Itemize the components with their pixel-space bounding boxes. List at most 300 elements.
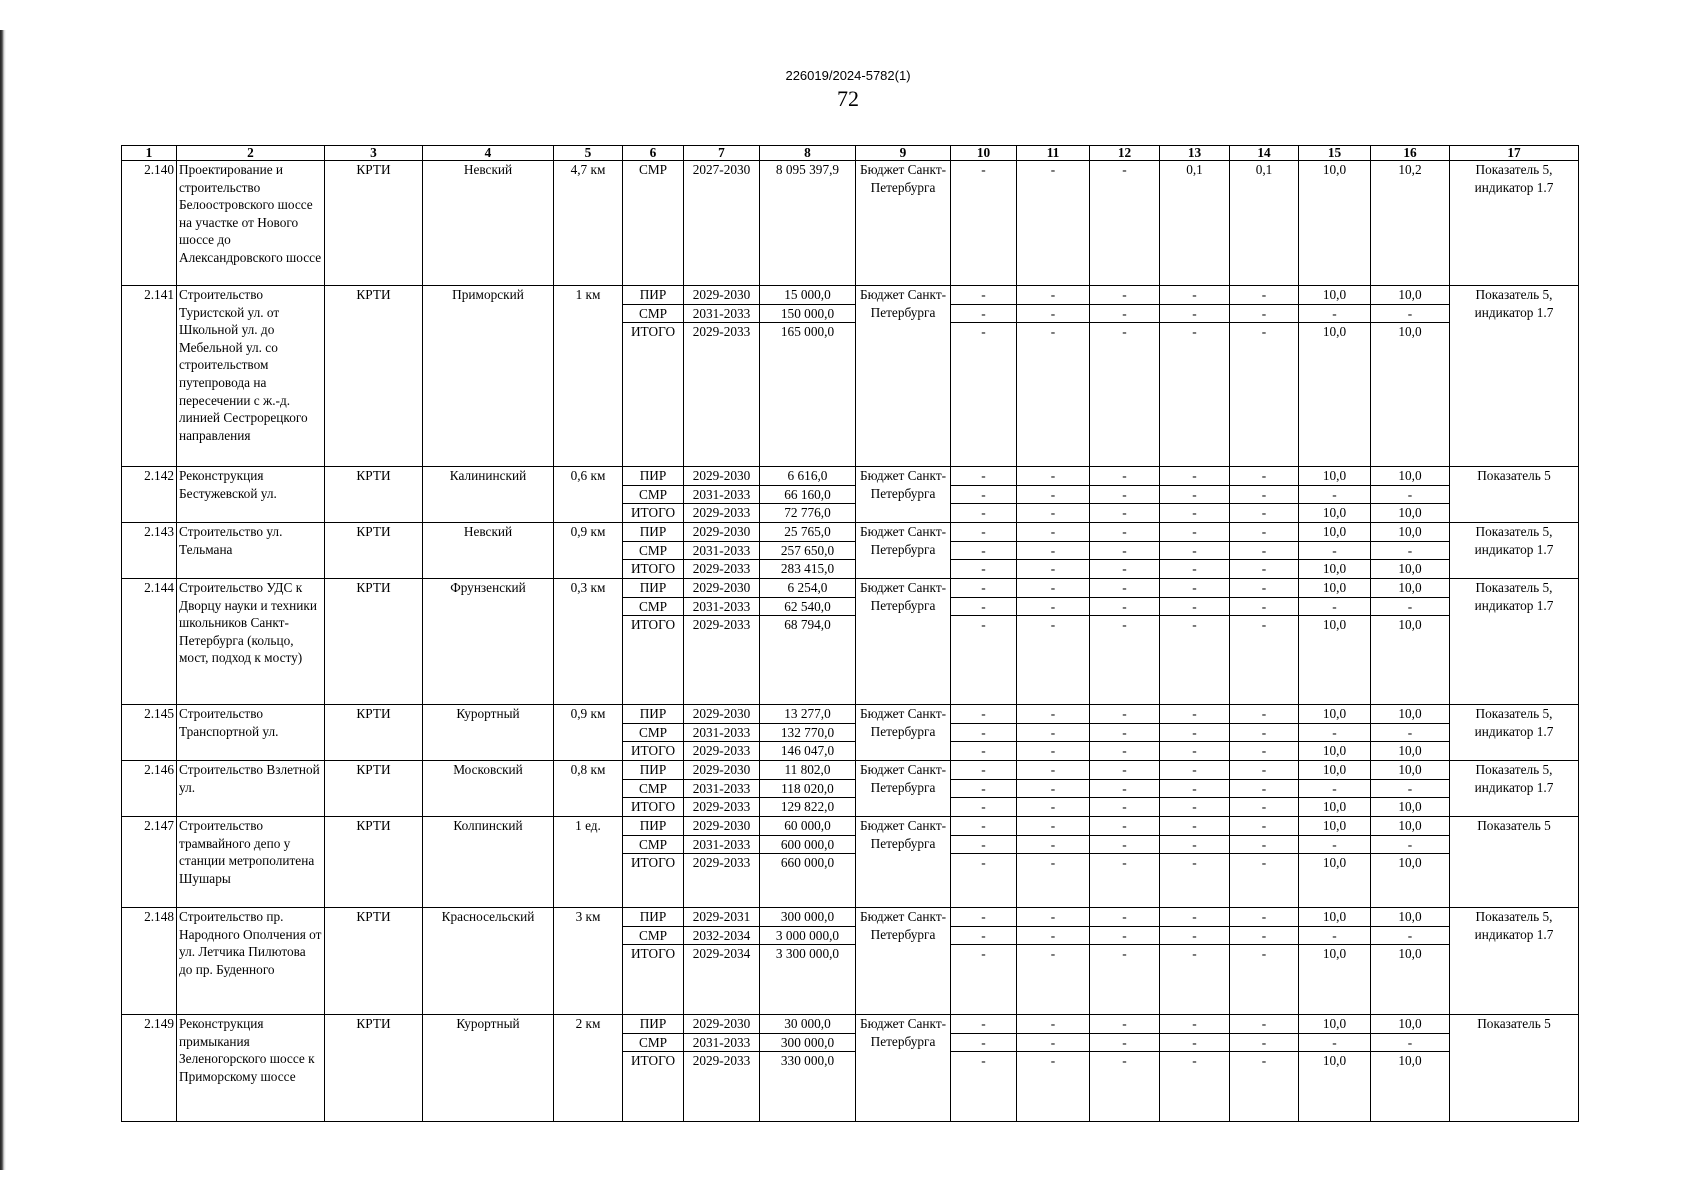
stage-period: 2029-2030 <box>692 818 751 833</box>
year-value: 10,0 <box>1371 797 1449 816</box>
year-value: - <box>1230 944 1298 963</box>
year-value: - <box>1160 597 1229 616</box>
district: Приморский <box>423 286 554 467</box>
year-value: - <box>1122 762 1127 777</box>
stage-period: 2029-2030 <box>692 580 751 595</box>
value-cell-15 <box>1299 161 1371 286</box>
year-value: - <box>1017 741 1089 760</box>
year-value: - <box>1160 779 1229 798</box>
stage-cost: 300 000,0 <box>780 909 835 924</box>
year-value: - <box>951 835 1016 854</box>
indicator: Показатель 5 <box>1450 817 1579 908</box>
year-value: - <box>1017 1033 1089 1052</box>
year-value: - <box>1192 706 1197 721</box>
row-number: 2.142 <box>122 467 177 523</box>
year-value: 10,0 <box>1322 706 1347 721</box>
year-value: - <box>1090 835 1159 854</box>
value-cell-11 <box>1017 286 1090 467</box>
year-value: - <box>1299 779 1370 798</box>
year-value: 10,0 <box>1398 468 1422 483</box>
year-value: 10,0 <box>1299 853 1370 872</box>
value-cell-13 <box>1160 761 1230 817</box>
stage-cost-cell <box>760 908 856 1015</box>
year-value: - <box>1050 580 1056 595</box>
indicator: Показатель 5, индикатор 1.7 <box>1450 161 1579 286</box>
stage-period: 2029-2030 <box>692 287 751 302</box>
year-value: 10,0 <box>1299 559 1370 578</box>
stage-cost: 129 822,0 <box>760 797 855 816</box>
value-cell-13 <box>1160 523 1230 579</box>
value-cell-16 <box>1371 908 1450 1015</box>
responsible-org: КРТИ <box>325 817 423 908</box>
stage-type-cell <box>623 1015 684 1122</box>
value-cell-15 <box>1299 705 1371 761</box>
value-cell-16 <box>1371 1015 1450 1122</box>
capacity: 3 км <box>554 908 623 1015</box>
year-value: - <box>1160 926 1229 945</box>
stage-period-cell <box>684 286 760 467</box>
district: Курортный <box>423 1015 554 1122</box>
stage-period: 2031-2033 <box>684 835 759 854</box>
column-header-6: 6 <box>623 146 684 161</box>
stage-type: СМР <box>623 304 683 323</box>
value-cell-16 <box>1371 523 1450 579</box>
indicator: Показатель 5, индикатор 1.7 <box>1450 579 1579 705</box>
table-row <box>122 705 1579 761</box>
year-value: - <box>1122 818 1127 833</box>
capacity: 0,9 км <box>554 705 623 761</box>
year-value: - <box>1160 835 1229 854</box>
value-cell-14 <box>1230 1015 1299 1122</box>
year-value: - <box>1090 541 1159 560</box>
year-value: - <box>951 1051 1016 1070</box>
year-value: - <box>951 485 1016 504</box>
project-name: Строительство Взлетной ул. <box>177 761 325 817</box>
value-cell-10 <box>951 817 1017 908</box>
stage-type: СМР <box>623 779 683 798</box>
column-header-3: 3 <box>325 146 423 161</box>
year-value: - <box>1090 779 1159 798</box>
capacity: 1 ед. <box>554 817 623 908</box>
value-cell-14 <box>1230 161 1299 286</box>
year-value: - <box>1122 468 1127 483</box>
year-value: - <box>1122 909 1127 924</box>
value-cell-14 <box>1230 467 1299 523</box>
stage-cost: 6 616,0 <box>787 468 828 483</box>
stage-cost: 660 000,0 <box>760 853 855 872</box>
column-header-4: 4 <box>423 146 554 161</box>
year-value: - <box>1050 818 1056 833</box>
year-value: - <box>981 468 986 483</box>
district: Фрунзенский <box>423 579 554 705</box>
year-value: - <box>1017 615 1089 634</box>
year-value: - <box>1261 524 1267 539</box>
year-value: - <box>951 615 1016 634</box>
stage-type: ПИР <box>639 818 667 833</box>
funding-source: Бюджет Санкт-Петербурга <box>856 908 951 1015</box>
year-value: - <box>1122 287 1127 302</box>
value-cell-10 <box>951 761 1017 817</box>
investment-table <box>121 145 1579 1122</box>
year-value: - <box>1122 524 1127 539</box>
column-header-11: 11 <box>1017 146 1090 161</box>
stage-period: 2029-2033 <box>684 559 759 578</box>
year-value: - <box>1160 797 1229 816</box>
year-value: - <box>1160 322 1229 341</box>
year-value: - <box>1090 503 1159 522</box>
stage-cost: 8 095 397,9 <box>775 162 840 177</box>
year-value: 10,0 <box>1371 322 1449 341</box>
value-cell-10 <box>951 579 1017 705</box>
stage-period-cell <box>684 161 760 286</box>
year-value: 10,0 <box>1299 322 1370 341</box>
table-row <box>122 908 1579 1015</box>
capacity: 0,8 км <box>554 761 623 817</box>
district: Московский <box>423 761 554 817</box>
year-value: - <box>1371 1033 1449 1052</box>
stage-type-cell <box>623 705 684 761</box>
stage-cost: 165 000,0 <box>760 322 855 341</box>
column-header-2: 2 <box>177 146 325 161</box>
stage-cost: 72 776,0 <box>760 503 855 522</box>
value-cell-11 <box>1017 705 1090 761</box>
stage-period: 2029-2034 <box>684 944 759 963</box>
year-value: - <box>1192 287 1197 302</box>
stage-period: 2031-2033 <box>684 485 759 504</box>
year-value: 10,0 <box>1299 944 1370 963</box>
year-value: - <box>1017 597 1089 616</box>
year-value: - <box>1090 597 1159 616</box>
year-value: - <box>1371 597 1449 616</box>
stage-type: ПИР <box>639 909 667 924</box>
stage-type: СМР <box>623 723 683 742</box>
year-value: - <box>1299 541 1370 560</box>
year-value: - <box>1017 723 1089 742</box>
year-value: - <box>951 1033 1016 1052</box>
stage-period: 2029-2033 <box>684 1051 759 1070</box>
stage-type: ИТОГО <box>623 797 683 816</box>
year-value: - <box>1050 162 1056 177</box>
column-header-10: 10 <box>951 146 1017 161</box>
value-cell-10 <box>951 908 1017 1015</box>
stage-cost-cell <box>760 523 856 579</box>
stage-type: ИТОГО <box>623 944 683 963</box>
year-value: 10,0 <box>1322 468 1347 483</box>
value-cell-12 <box>1090 467 1160 523</box>
year-value: 10,0 <box>1322 524 1347 539</box>
year-value: - <box>1090 797 1159 816</box>
year-value: - <box>951 597 1016 616</box>
year-value: - <box>1192 468 1197 483</box>
year-value: 0,1 <box>1186 162 1203 177</box>
stage-type: СМР <box>623 926 683 945</box>
value-cell-11 <box>1017 908 1090 1015</box>
stage-period: 2027-2030 <box>692 162 751 177</box>
year-value: - <box>1050 524 1056 539</box>
year-value: - <box>981 909 986 924</box>
value-cell-11 <box>1017 467 1090 523</box>
project-name: Реконструкция Бестужевской ул. <box>177 467 325 523</box>
responsible-org: КРТИ <box>325 908 423 1015</box>
year-value: 10,0 <box>1322 1016 1347 1031</box>
year-value: - <box>1017 944 1089 963</box>
stage-period-cell <box>684 817 760 908</box>
year-value: - <box>1230 541 1298 560</box>
value-cell-15 <box>1299 579 1371 705</box>
year-value: - <box>1192 524 1197 539</box>
stage-cost-cell <box>760 467 856 523</box>
year-value: - <box>1230 1033 1298 1052</box>
value-cell-14 <box>1230 817 1299 908</box>
year-value: - <box>1090 1033 1159 1052</box>
stage-period: 2031-2033 <box>684 541 759 560</box>
stage-type-cell <box>623 286 684 467</box>
stage-period-cell <box>684 523 760 579</box>
stage-cost: 146 047,0 <box>760 741 855 760</box>
year-value: 0,1 <box>1255 162 1273 177</box>
stage-type: СМР <box>623 835 683 854</box>
year-value: - <box>1192 762 1197 777</box>
year-value: - <box>1160 559 1229 578</box>
year-value: - <box>981 818 986 833</box>
year-value: - <box>1230 779 1298 798</box>
value-cell-16 <box>1371 579 1450 705</box>
year-value: - <box>951 779 1016 798</box>
year-value: - <box>1160 503 1229 522</box>
stage-period: 2029-2033 <box>684 615 759 634</box>
responsible-org: КРТИ <box>325 161 423 286</box>
year-value: 10,0 <box>1398 524 1422 539</box>
year-value: 10,0 <box>1371 853 1449 872</box>
responsible-org: КРТИ <box>325 1015 423 1122</box>
stage-period-cell <box>684 908 760 1015</box>
value-cell-12 <box>1090 761 1160 817</box>
stage-period: 2031-2033 <box>684 723 759 742</box>
stage-period: 2031-2033 <box>684 779 759 798</box>
table-row <box>122 761 1579 817</box>
district: Невский <box>423 523 554 579</box>
value-cell-12 <box>1090 579 1160 705</box>
stage-period-cell <box>684 705 760 761</box>
year-value: - <box>1017 1051 1089 1070</box>
year-value: - <box>1090 322 1159 341</box>
year-value: - <box>1192 580 1197 595</box>
stage-type: СМР <box>638 162 668 177</box>
year-value: - <box>981 162 986 177</box>
year-value: - <box>1090 944 1159 963</box>
year-value: - <box>951 944 1016 963</box>
year-value: - <box>1230 797 1298 816</box>
value-cell-14 <box>1230 705 1299 761</box>
column-header-1: 1 <box>122 146 177 161</box>
value-cell-11 <box>1017 579 1090 705</box>
stage-cost: 283 415,0 <box>760 559 855 578</box>
year-value: - <box>1261 909 1267 924</box>
year-value: - <box>1160 615 1229 634</box>
year-value: 10,0 <box>1398 1016 1422 1031</box>
value-cell-15 <box>1299 817 1371 908</box>
year-value: - <box>1017 541 1089 560</box>
scan-edge-shadow <box>0 30 6 1170</box>
indicator: Показатель 5, индикатор 1.7 <box>1450 908 1579 1015</box>
funding-source: Бюджет Санкт-Петербурга <box>856 161 951 286</box>
value-cell-14 <box>1230 908 1299 1015</box>
year-value: - <box>1261 580 1267 595</box>
value-cell-16 <box>1371 705 1450 761</box>
year-value: - <box>1017 797 1089 816</box>
year-value: - <box>1017 503 1089 522</box>
year-value: - <box>951 304 1016 323</box>
value-cell-13 <box>1160 161 1230 286</box>
value-cell-12 <box>1090 286 1160 467</box>
stage-type: ИТОГО <box>623 615 683 634</box>
year-value: - <box>1230 853 1298 872</box>
value-cell-11 <box>1017 523 1090 579</box>
year-value: - <box>951 926 1016 945</box>
stage-cost: 257 650,0 <box>760 541 855 560</box>
row-number: 2.140 <box>122 161 177 286</box>
year-value: 10,0 <box>1322 762 1347 777</box>
stage-cost-cell <box>760 705 856 761</box>
year-value: - <box>1230 503 1298 522</box>
year-value: - <box>1261 706 1267 721</box>
funding-source: Бюджет Санкт-Петербурга <box>856 523 951 579</box>
value-cell-14 <box>1230 761 1299 817</box>
year-value: - <box>1122 1016 1127 1031</box>
stage-cost: 15 000,0 <box>784 287 831 302</box>
year-value: 10,0 <box>1398 818 1422 833</box>
value-cell-12 <box>1090 908 1160 1015</box>
year-value: 10,0 <box>1322 909 1347 924</box>
table-row <box>122 286 1579 467</box>
year-value: - <box>1050 762 1056 777</box>
district: Невский <box>423 161 554 286</box>
row-number: 2.144 <box>122 579 177 705</box>
stage-type-cell <box>623 817 684 908</box>
year-value: - <box>951 723 1016 742</box>
year-value: - <box>1230 926 1298 945</box>
year-value: - <box>951 853 1016 872</box>
column-header-12: 12 <box>1090 146 1160 161</box>
year-value: - <box>1299 926 1370 945</box>
stage-cost: 3 300 000,0 <box>760 944 855 963</box>
year-value: - <box>1050 468 1056 483</box>
year-value: 10,0 <box>1299 797 1370 816</box>
year-value: - <box>1261 762 1267 777</box>
value-cell-10 <box>951 161 1017 286</box>
stage-cost: 132 770,0 <box>760 723 855 742</box>
year-value: 10,0 <box>1299 1051 1370 1070</box>
stage-period: 2031-2033 <box>684 597 759 616</box>
responsible-org: КРТИ <box>325 286 423 467</box>
table-row <box>122 1015 1579 1122</box>
table-row <box>122 161 1579 286</box>
row-number: 2.148 <box>122 908 177 1015</box>
funding-source: Бюджет Санкт-Петербурга <box>856 705 951 761</box>
value-cell-16 <box>1371 467 1450 523</box>
stage-type: СМР <box>623 1033 683 1052</box>
stage-period: 2031-2033 <box>684 1033 759 1052</box>
stage-cost: 330 000,0 <box>760 1051 855 1070</box>
value-cell-12 <box>1090 523 1160 579</box>
year-value: 10,0 <box>1371 1051 1449 1070</box>
year-value: - <box>1160 741 1229 760</box>
year-value: - <box>1122 706 1127 721</box>
row-number: 2.149 <box>122 1015 177 1122</box>
value-cell-11 <box>1017 161 1090 286</box>
year-value: - <box>1090 485 1159 504</box>
year-value: - <box>1017 779 1089 798</box>
year-value: 10,0 <box>1371 615 1449 634</box>
year-value: - <box>981 580 986 595</box>
year-value: - <box>951 541 1016 560</box>
value-cell-12 <box>1090 817 1160 908</box>
year-value: - <box>1160 723 1229 742</box>
stage-period: 2029-2033 <box>684 741 759 760</box>
stage-period-cell <box>684 1015 760 1122</box>
indicator: Показатель 5, индикатор 1.7 <box>1450 705 1579 761</box>
year-value: - <box>1160 944 1229 963</box>
column-header-16: 16 <box>1371 146 1450 161</box>
column-header-9: 9 <box>856 146 951 161</box>
value-cell-15 <box>1299 1015 1371 1122</box>
year-value: - <box>1017 304 1089 323</box>
stage-cost: 11 802,0 <box>784 762 831 777</box>
year-value: - <box>1261 287 1267 302</box>
table-row <box>122 467 1579 523</box>
stage-period: 2029-2033 <box>684 322 759 341</box>
year-value: - <box>981 524 986 539</box>
year-value: - <box>1261 1016 1267 1031</box>
year-value: - <box>1299 485 1370 504</box>
stage-cost-cell <box>760 579 856 705</box>
year-value: - <box>951 322 1016 341</box>
year-value: 10,0 <box>1398 706 1422 721</box>
stage-cost-cell <box>760 286 856 467</box>
value-cell-11 <box>1017 817 1090 908</box>
year-value: - <box>1090 723 1159 742</box>
value-cell-16 <box>1371 286 1450 467</box>
stage-type: ИТОГО <box>623 322 683 341</box>
stage-period: 2029-2033 <box>684 853 759 872</box>
capacity: 0,3 км <box>554 579 623 705</box>
year-value: - <box>1261 468 1267 483</box>
value-cell-13 <box>1160 467 1230 523</box>
stage-type: ИТОГО <box>623 503 683 522</box>
year-value: - <box>1090 741 1159 760</box>
year-value: 10,2 <box>1398 162 1422 177</box>
value-cell-16 <box>1371 161 1450 286</box>
responsible-org: КРТИ <box>325 467 423 523</box>
stage-period-cell <box>684 467 760 523</box>
year-value: 10,0 <box>1371 944 1449 963</box>
stage-cost: 62 540,0 <box>760 597 855 616</box>
value-cell-15 <box>1299 286 1371 467</box>
stage-type: ПИР <box>639 1016 667 1031</box>
stage-period: 2029-2030 <box>692 706 751 721</box>
year-value: - <box>1192 909 1197 924</box>
year-value: - <box>1371 723 1449 742</box>
year-value: - <box>1299 723 1370 742</box>
year-value: - <box>1230 322 1298 341</box>
stage-cost-cell <box>760 1015 856 1122</box>
district: Курортный <box>423 705 554 761</box>
year-value: - <box>1160 853 1229 872</box>
project-name: Строительство УДС к Дворцу науки и техники школьников Санкт-Петербурга (кольцо, мост, подход к мосту) <box>177 579 325 705</box>
column-header-8: 8 <box>760 146 856 161</box>
year-value: - <box>1017 835 1089 854</box>
value-cell-10 <box>951 523 1017 579</box>
